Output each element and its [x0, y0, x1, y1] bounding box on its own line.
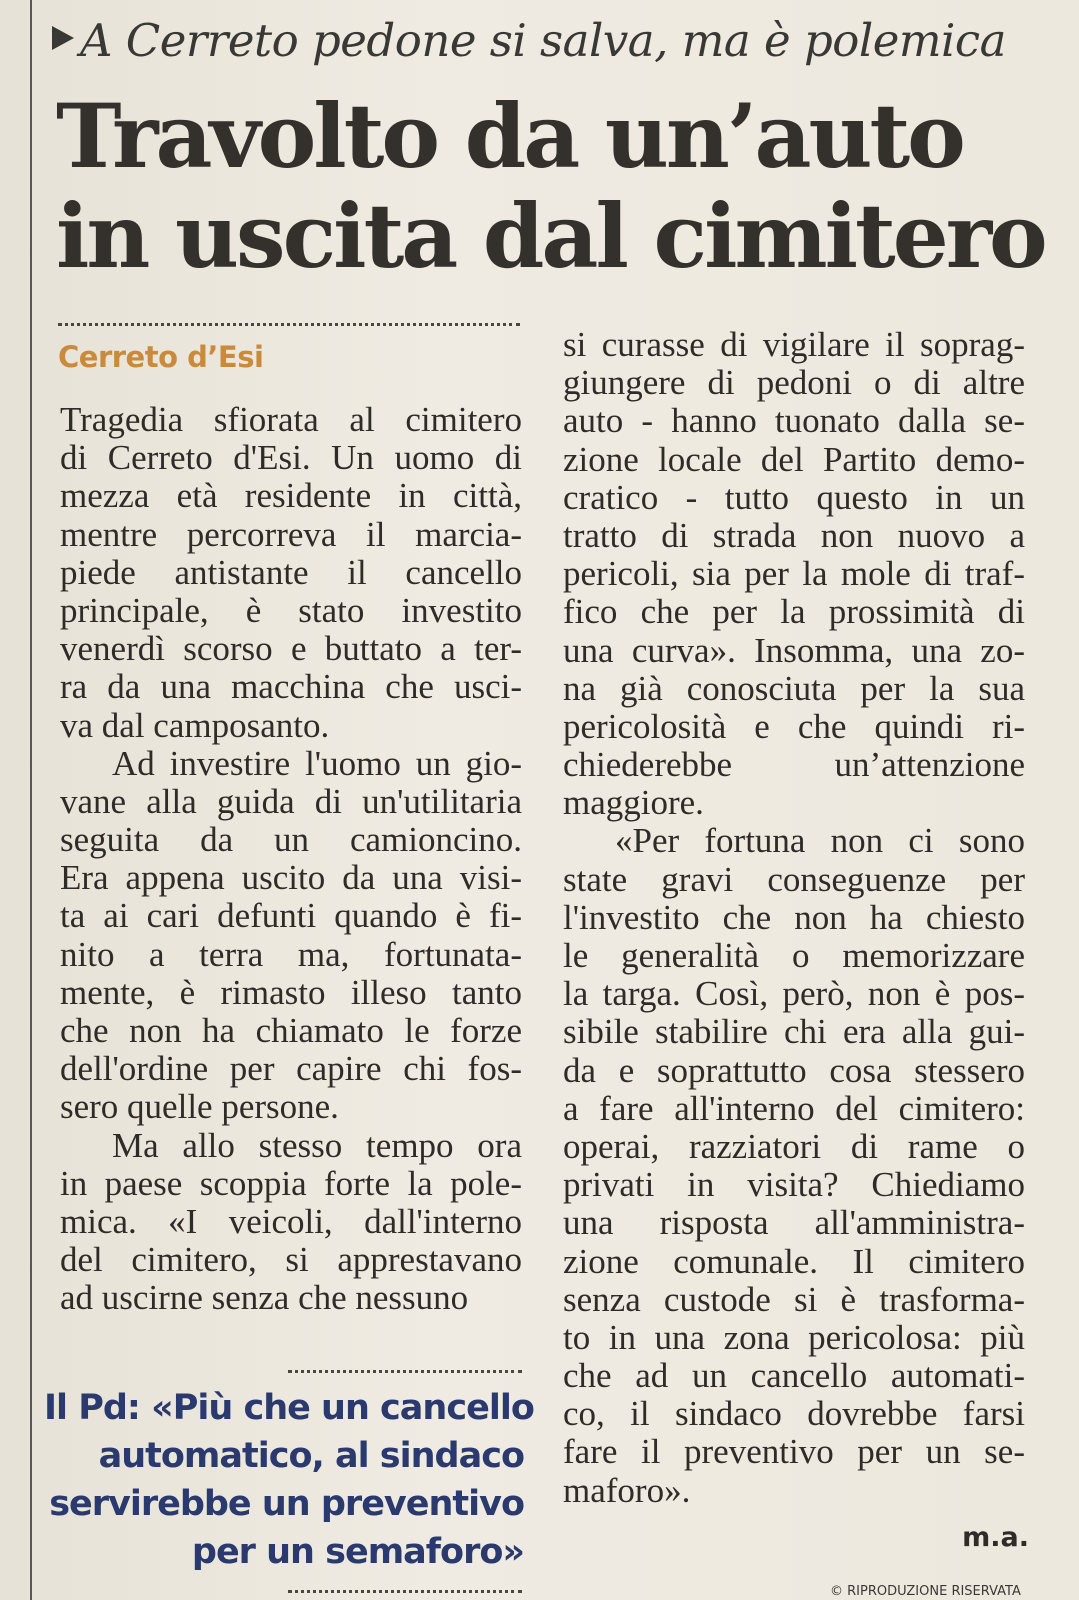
- copyright-notice: © RIPRODUZIONE RISERVATA: [830, 1584, 1021, 1599]
- body-text-line: Ad investire l'uomo un gio-: [112, 743, 522, 783]
- body-text-line: a fare all'interno del cimitero:: [563, 1088, 1025, 1128]
- body-text-line: privati in visita? Chiediamo: [563, 1165, 1025, 1205]
- body-text-line: che ad un cancello automati-: [563, 1356, 1025, 1396]
- body-text-line: Era appena uscito da una visi-: [60, 858, 522, 898]
- dotted-divider: [288, 1370, 522, 1373]
- body-text-line: maforo».: [563, 1470, 691, 1510]
- body-text-line: si curasse di vigilare il soprag-: [563, 325, 1025, 364]
- headline-line: Travolto da un’auto: [56, 84, 963, 188]
- body-text-line: ad uscirne senza che nessuno: [60, 1278, 469, 1318]
- body-text-line: pericoli, sia per la mole di traf-: [563, 554, 1025, 594]
- body-text-line: na già conosciuta per la sua: [563, 668, 1025, 708]
- body-text-line: in paese scoppia forte la pole-: [60, 1163, 522, 1203]
- location-label: Cerreto d’Esi: [58, 340, 264, 374]
- body-text-line: zione locale del Partito demo-: [563, 439, 1025, 479]
- pull-quote-line: automatico, al sindaco: [98, 1436, 524, 1476]
- body-text-line: state gravi conseguenze per: [563, 859, 1025, 899]
- body-text-line: Ma allo stesso tempo ora: [112, 1125, 522, 1165]
- body-text-line: mica. «I veicoli, dall'interno: [60, 1201, 522, 1241]
- body-text-line: l'investito che non ha chiesto: [563, 897, 1025, 937]
- body-text-line: principale, è stato investito: [60, 590, 522, 630]
- triangle-arrow-icon: [52, 26, 74, 50]
- headline: [56, 86, 1056, 286]
- body-text-line: ta ai cari defunti quando è fi-: [60, 896, 522, 936]
- author-signature: m.a.: [962, 1522, 1029, 1553]
- body-text-line: nito a terra ma, fortunata-: [60, 934, 522, 974]
- kicker-text: A Cerreto pedone si salva, ma è polemica: [80, 14, 1006, 67]
- body-text-line: auto - hanno tuonato dalla se-: [563, 401, 1025, 441]
- body-text-line: zione comunale. Il cimitero: [563, 1241, 1025, 1281]
- dotted-divider: [288, 1590, 522, 1593]
- body-text-line: seguita da un camioncino.: [60, 820, 522, 860]
- body-column-right: [563, 326, 1025, 1510]
- body-text-line: del cimitero, si apprestavano: [60, 1240, 522, 1280]
- body-text-line: mentre percorreva il marcia-: [60, 514, 522, 554]
- headline-line: in uscita dal cimitero: [56, 184, 1045, 288]
- pull-quote-line: Il Pd: «Più che un cancello: [44, 1388, 534, 1428]
- column-rule: [30, 0, 32, 1600]
- body-text-line: sero quelle persone.: [60, 1087, 339, 1127]
- body-text-line: mente, è rimasto illeso tanto: [60, 972, 522, 1012]
- kicker: [52, 14, 1006, 67]
- body-text-line: «Per fortuna non ci sono: [615, 821, 1025, 861]
- body-text-line: fico che per la prossimità di: [563, 592, 1025, 632]
- body-text-line: una curva». Insomma, una zo-: [563, 630, 1025, 670]
- body-text-line: cratico - tutto questo in un: [563, 477, 1025, 517]
- body-text-line: pericolosità e che quindi ri-: [563, 706, 1025, 746]
- body-text-line: che non ha chiamato le forze: [60, 1011, 522, 1050]
- body-text-line: tratto di strada non nuovo a: [563, 515, 1025, 555]
- pull-quote: [44, 1384, 534, 1576]
- pull-quote-line: servirebbe un preventivo: [49, 1484, 524, 1524]
- pull-quote-line: per un semaforo»: [191, 1532, 524, 1572]
- body-text-line: fare il preventivo per un se-: [563, 1432, 1025, 1472]
- body-text-line: operai, razziatori di rame o: [563, 1126, 1025, 1166]
- body-text-line: venerdì scorso e buttato a ter-: [60, 629, 522, 669]
- body-text-line: le generalità o memorizzare: [563, 936, 1025, 975]
- body-text-line: giungere di pedoni o di altre: [563, 363, 1025, 403]
- body-text-line: sibile stabilire chi era alla gui-: [563, 1012, 1025, 1052]
- body-text-line: Tragedia sfiorata al cimitero: [60, 400, 522, 439]
- body-text-line: chiederebbe un’attenzione: [563, 745, 1025, 785]
- body-text-line: vane alla guida di un'utilitaria: [60, 781, 522, 821]
- body-text-line: dell'ordine per capire chi fos-: [60, 1049, 522, 1089]
- body-text-line: mezza età residente in città,: [60, 476, 522, 516]
- body-text-line: da e soprattutto cosa stessero: [563, 1050, 1025, 1090]
- body-column-left: [60, 401, 522, 1318]
- dotted-divider: [58, 323, 520, 326]
- body-text-line: di Cerreto d'Esi. Un uomo di: [60, 438, 522, 478]
- body-text-line: una risposta all'amministra-: [563, 1203, 1025, 1243]
- body-text-line: co, il sindaco dovrebbe farsi: [563, 1394, 1025, 1434]
- body-text-line: ra da una macchina che usci-: [60, 667, 522, 707]
- body-text-line: to in una zona pericolosa: più: [563, 1317, 1025, 1357]
- body-text-line: la targa. Così, però, non è pos-: [563, 974, 1025, 1014]
- body-text-line: senza custode si è trasforma-: [563, 1279, 1025, 1319]
- body-text-line: piede antistante il cancello: [60, 552, 522, 592]
- body-text-line: maggiore.: [563, 783, 704, 823]
- body-text-line: va dal camposanto.: [60, 705, 330, 745]
